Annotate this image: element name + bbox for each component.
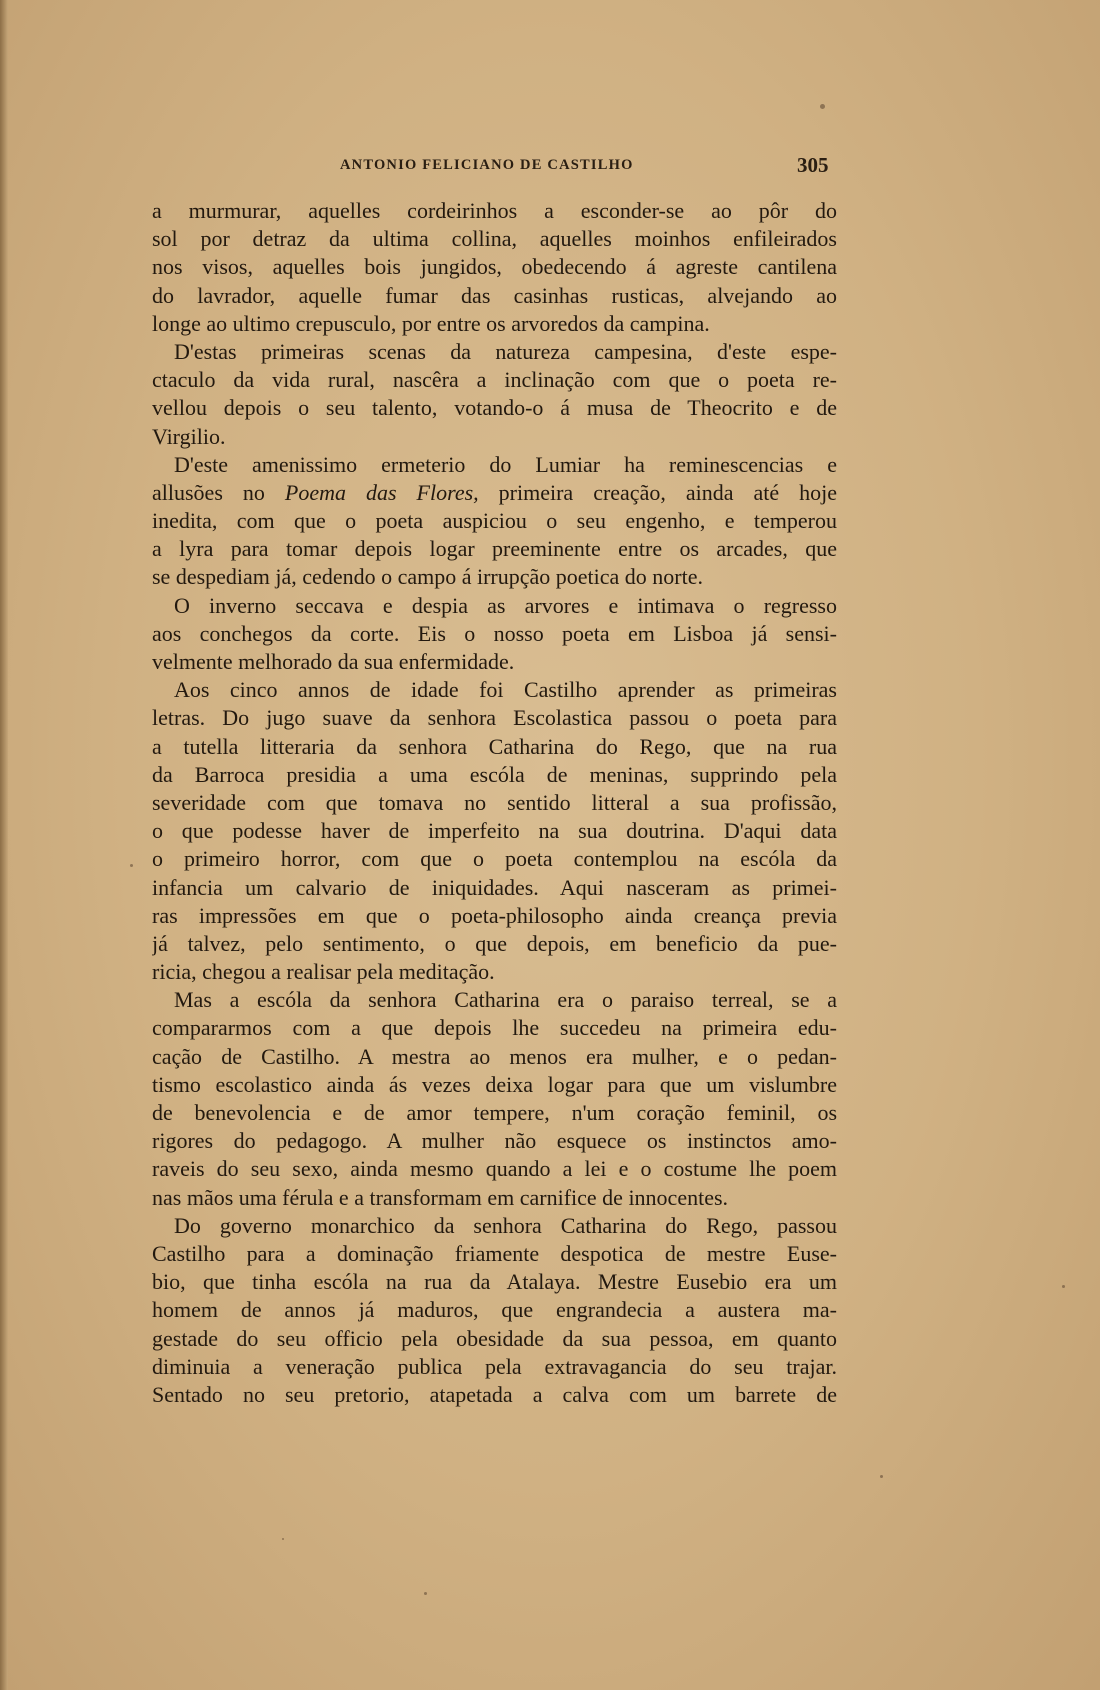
text-line: compararmos com a que depois lhe succedeu na primeira edu- bbox=[152, 1015, 837, 1041]
text-line: nos visos, aquelles bois jungidos, obedecendo á agreste cantilena bbox=[152, 254, 837, 280]
text-line: tismo escolastico ainda ás vezes deixa logar para que um vislumbre bbox=[152, 1071, 837, 1097]
text-line: longe ao ultimo crepusculo, por entre os arvoredos da campina. bbox=[152, 310, 710, 336]
text-line: Castilho para a dominação friamente despotica de mestre Euse- bbox=[152, 1240, 837, 1266]
text-line: Sentado no seu pretorio, atapetada a calva com um barrete de bbox=[152, 1381, 837, 1407]
text-line: a tutella litteraria da senhora Catharina do Rego, que na rua bbox=[152, 733, 837, 759]
paragraph-start-line: Mas a escóla da senhora Catharina era o paraiso terreal, se a bbox=[174, 987, 837, 1013]
paragraph-start-line: O inverno seccava e despia as arvores e intimava o regresso bbox=[174, 592, 837, 618]
text-line: rigores do pedagogo. A mulher não esquece os instinctos amo- bbox=[152, 1128, 837, 1154]
text-line: de benevolencia e de amor tempere, n'um coração feminil, os bbox=[152, 1100, 837, 1125]
paper-speck bbox=[880, 1475, 883, 1478]
text-line: letras. Do jugo suave da senhora Escolastica passou o poeta para bbox=[152, 705, 837, 731]
text-line: ctaculo da vida rural, nascêra a inclinação com que o poeta re- bbox=[152, 367, 837, 393]
text-line: já talvez, pelo sentimento, o que depois, em beneficio da pue- bbox=[152, 930, 837, 956]
text-line: ricia, chegou a realisar pela meditação. bbox=[152, 959, 495, 985]
text-line: raveis do seu sexo, ainda mesmo quando a lei e o costume lhe poem bbox=[152, 1156, 837, 1182]
body-text bbox=[152, 197, 837, 1409]
text-line: a murmurar, aquelles cordeirinhos a esconder-se ao pôr do bbox=[152, 198, 837, 223]
text-line: bio, que tinha escóla na rua da Atalaya. Mestre Eusebio era um bbox=[152, 1269, 837, 1295]
paper-speck bbox=[820, 104, 825, 109]
text-line: cação de Castilho. A mestra ao menos era mulher, e o pedan- bbox=[152, 1043, 837, 1069]
text-line: se despediam já, cedendo o campo á irrupção poetica do norte. bbox=[152, 564, 703, 590]
text-segment: primeira creação, ainda até hoje bbox=[498, 479, 837, 505]
page-number: 305 bbox=[797, 153, 829, 177]
paragraph-start-line: D'este amenissimo ermeterio do Lumiar ha reminescencias e bbox=[174, 451, 837, 477]
text-line: ras impressões em que o poeta-philosopho ainda creança previa bbox=[152, 902, 837, 928]
paragraph-start-line: D'estas primeiras scenas da natureza campesina, d'este espe- bbox=[174, 338, 837, 364]
text-line: do lavrador, aquelle fumar das casinhas rusticas, alvejando ao bbox=[152, 282, 837, 308]
text-line: aos conchegos da corte. Eis o nosso poeta em Lisboa já sensi- bbox=[152, 620, 837, 646]
paper-speck bbox=[424, 1592, 427, 1595]
text-line: sol por detraz da ultima collina, aquelles moinhos enfileirados bbox=[152, 226, 837, 252]
paragraph-start-line: Do governo monarchico da senhora Catharina do Rego, passou bbox=[174, 1212, 837, 1238]
text-line: vellou depois o seu talento, votando-o á musa de Theocrito e de bbox=[152, 395, 837, 421]
book-title-italic: Poema das Flores, bbox=[284, 479, 479, 505]
text-segment: allusões no bbox=[152, 479, 265, 505]
running-head-title: ANTONIO FELICIANO DE CASTILHO bbox=[340, 157, 634, 173]
text-line: da Barroca presidia a uma escóla de meninas, supprindo pela bbox=[152, 761, 837, 787]
text-line: velmente melhorado da sua enfermidade. bbox=[152, 649, 515, 674]
text-line: homem de annos já maduros, que engrandecia a austera ma- bbox=[152, 1297, 837, 1323]
text-line: inedita, com que o poeta auspiciou o seu engenho, e temperou bbox=[152, 508, 837, 534]
text-line: severidade com que tomava no sentido litteral a sua profissão, bbox=[152, 789, 837, 815]
text-line: diminuia a veneração publica pela extravagancia do seu trajar. bbox=[152, 1353, 837, 1379]
text-line-with-title bbox=[152, 479, 837, 507]
text-line: o que podesse haver de imperfeito na sua doutrina. D'aqui data bbox=[152, 818, 837, 844]
text-line: nas mãos uma férula e a transformam em carnifice de innocentes. bbox=[152, 1184, 729, 1210]
page-binding-edge bbox=[0, 0, 8, 1690]
paragraph-start-line: Aos cinco annos de idade foi Castilho aprender as primeiras bbox=[174, 677, 837, 703]
paper-speck bbox=[1062, 1285, 1065, 1288]
paper-speck bbox=[130, 864, 133, 867]
paper-speck bbox=[282, 1538, 284, 1540]
text-line: gestade do seu officio pela obesidade da sua pessoa, em quanto bbox=[152, 1325, 837, 1351]
text-line: o primeiro horror, com que o poeta contemplou na escóla da bbox=[152, 846, 837, 872]
text-line: infancia um calvario de iniquidades. Aqui nasceram as primei- bbox=[152, 874, 837, 900]
text-line: Virgilio. bbox=[152, 423, 226, 449]
text-line: a lyra para tomar depois logar preeminente entre os arcades, que bbox=[152, 536, 837, 562]
